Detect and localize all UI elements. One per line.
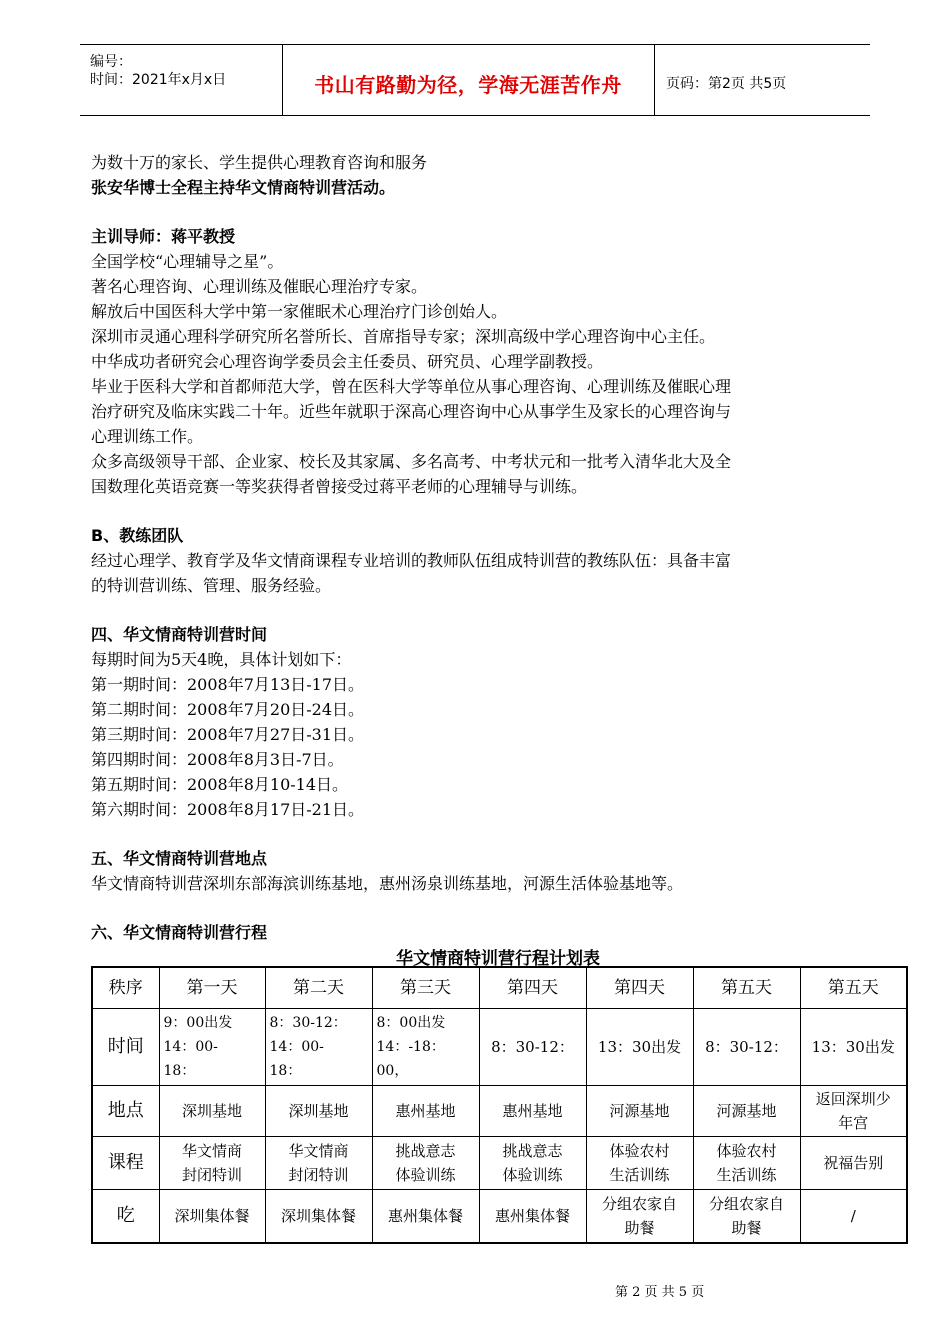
paragraph-line: 著名心理咨询、心理训练及催眠心理治疗专家。 bbox=[91, 277, 428, 296]
paragraph-line: 华文情商特训营深圳东部海滨训练基地，惠州汤泉训练基地，河源生活体验基地等。 bbox=[91, 874, 684, 893]
session-line: 第三期时间：2008年7月27日-31日。 bbox=[91, 725, 365, 744]
page-label: 页码：第2页 共5页 bbox=[666, 76, 787, 92]
header-meta bbox=[80, 45, 283, 115]
table-cell: 8：30-12： bbox=[693, 1009, 800, 1086]
paragraph-line: 经过心理学、教育学及华文情商课程专业培训的教师队伍组成特训营的教练队伍：具备丰富 bbox=[91, 551, 732, 570]
paragraph-line: 众多高级领导干部、企业家、校长及其家属、多名高考、中考状元和一批考入清华北大及全 bbox=[91, 452, 732, 471]
row-label-place: 地点 bbox=[92, 1086, 159, 1137]
table-header-cell: 第一天 bbox=[159, 967, 265, 1009]
table-cell: 华文情商 封闭特训 bbox=[159, 1137, 265, 1190]
table-cell: 13：30出发 bbox=[586, 1009, 693, 1086]
table-cell: 河源基地 bbox=[693, 1086, 800, 1137]
host-statement: 张安华博士全程主持华文情商特训营活动。 bbox=[91, 178, 396, 197]
paragraph-line: 中华成功者研究会心理咨询学委员会主任委员、研究员、心理学副教授。 bbox=[91, 352, 604, 371]
table-cell: 惠州集体餐 bbox=[479, 1190, 586, 1244]
table-cell: 8：00出发 14：-18： 00， bbox=[372, 1009, 479, 1086]
table-cell: / bbox=[800, 1190, 907, 1244]
table-cell: 13：30出发 bbox=[800, 1009, 907, 1086]
table-cell: 挑战意志 体验训练 bbox=[479, 1137, 586, 1190]
section-heading-time: 四、华文情商特训营时间 bbox=[91, 625, 268, 644]
row-label-meals: 吃 bbox=[92, 1190, 159, 1244]
paragraph-line: 全国学校“心理辅导之星”。 bbox=[91, 252, 284, 271]
table-cell: 体验农村 生活训练 bbox=[693, 1137, 800, 1190]
table-header-cell: 第五天 bbox=[693, 967, 800, 1009]
table-cell: 华文情商 封闭特训 bbox=[265, 1137, 372, 1190]
session-line: 第一期时间：2008年7月13日-17日。 bbox=[91, 675, 365, 694]
table-cell: 深圳集体餐 bbox=[265, 1190, 372, 1244]
paragraph-line: 为数十万的家长、学生提供心理教育咨询和服务 bbox=[91, 153, 428, 172]
table-cell: 8：30-12： bbox=[479, 1009, 586, 1086]
session-line: 第五期时间：2008年8月10-14日。 bbox=[91, 775, 349, 794]
table-cell: 河源基地 bbox=[586, 1086, 693, 1137]
section-heading-itinerary: 六、华文情商特训营行程 bbox=[91, 923, 268, 942]
document-body bbox=[91, 150, 871, 945]
header-motto-cell bbox=[282, 45, 655, 115]
table-cell: 深圳集体餐 bbox=[159, 1190, 265, 1244]
paragraph-line: 解放后中国医科大学中第一家催眠术心理治疗门诊创始人。 bbox=[91, 302, 508, 321]
header-page-cell bbox=[654, 45, 870, 115]
table-cell: 惠州基地 bbox=[372, 1086, 479, 1137]
motto: 书山有路勤为径，学海无涯苦作舟 bbox=[314, 73, 622, 97]
paragraph-line: 治疗研究及临床实践二十年。近些年就职于深高心理咨询中心从事学生及家长的心理咨询与 bbox=[91, 402, 732, 421]
section-heading-coaches: B、教练团队 bbox=[91, 526, 184, 545]
table-header-cell: 第四天 bbox=[479, 967, 586, 1009]
table-cell: 8：30-12： 14：00- 18： bbox=[265, 1009, 372, 1086]
table-cell: 深圳基地 bbox=[265, 1086, 372, 1137]
table-cell: 惠州基地 bbox=[479, 1086, 586, 1137]
paragraph-line: 心理训练工作。 bbox=[91, 427, 204, 446]
table-row bbox=[92, 1009, 907, 1086]
table-cell: 深圳基地 bbox=[159, 1086, 265, 1137]
table-header-row bbox=[92, 967, 907, 1009]
footer-page-number: 第 2 页 共 5 页 bbox=[615, 1285, 705, 1300]
row-label-course: 课程 bbox=[92, 1137, 159, 1190]
table-header-cell: 秩序 bbox=[92, 967, 159, 1009]
table-cell: 分组农家自 助餐 bbox=[586, 1190, 693, 1244]
paragraph-line: 毕业于医科大学和首都师范大学，曾在医科大学等单位从事心理咨询、心理训练及催眠心理 bbox=[91, 377, 732, 396]
section-heading-trainer: 主训导师：蒋平教授 bbox=[91, 227, 236, 246]
page-header bbox=[80, 44, 870, 116]
table-cell: 体验农村 生活训练 bbox=[586, 1137, 693, 1190]
paragraph-line: 深圳市灵通心理科学研究所名誉所长、首席指导专家；深圳高级中学心理咨询中心主任。 bbox=[91, 327, 716, 346]
table-cell: 惠州集体餐 bbox=[372, 1190, 479, 1244]
table-header-cell: 第二天 bbox=[265, 967, 372, 1009]
row-label-time: 时间 bbox=[92, 1009, 159, 1086]
table-row bbox=[92, 1190, 907, 1244]
table-header-cell: 第五天 bbox=[800, 967, 907, 1009]
paragraph-line: 的特训营训练、管理、服务经验。 bbox=[91, 576, 332, 595]
table-cell: 9：00出发 14：00- 18： bbox=[159, 1009, 265, 1086]
table-cell: 祝福告别 bbox=[800, 1137, 907, 1190]
session-line: 第四期时间：2008年8月3日-7日。 bbox=[91, 750, 344, 769]
table-header-cell: 第三天 bbox=[372, 967, 479, 1009]
doc-time: 时间：2021年x月x日 bbox=[90, 72, 227, 88]
table-cell: 返回深圳少 年宫 bbox=[800, 1086, 907, 1137]
table-row bbox=[92, 1086, 907, 1137]
table-title: 华文情商特训营行程计划表 bbox=[396, 949, 600, 969]
session-line: 第二期时间：2008年7月20日-24日。 bbox=[91, 700, 365, 719]
itinerary-table bbox=[91, 966, 908, 1244]
table-cell: 挑战意志 体验训练 bbox=[372, 1137, 479, 1190]
doc-number: 编号： bbox=[90, 54, 132, 70]
table-header-cell: 第四天 bbox=[586, 967, 693, 1009]
section-heading-location: 五、华文情商特训营地点 bbox=[91, 849, 268, 868]
paragraph-line: 每期时间为5天4晚，具体计划如下： bbox=[91, 650, 352, 669]
table-cell: 分组农家自 助餐 bbox=[693, 1190, 800, 1244]
table-row bbox=[92, 1137, 907, 1190]
session-line: 第六期时间：2008年8月17日-21日。 bbox=[91, 800, 365, 819]
paragraph-line: 国数理化英语竞赛一等奖获得者曾接受过蒋平老师的心理辅导与训练。 bbox=[91, 477, 588, 496]
